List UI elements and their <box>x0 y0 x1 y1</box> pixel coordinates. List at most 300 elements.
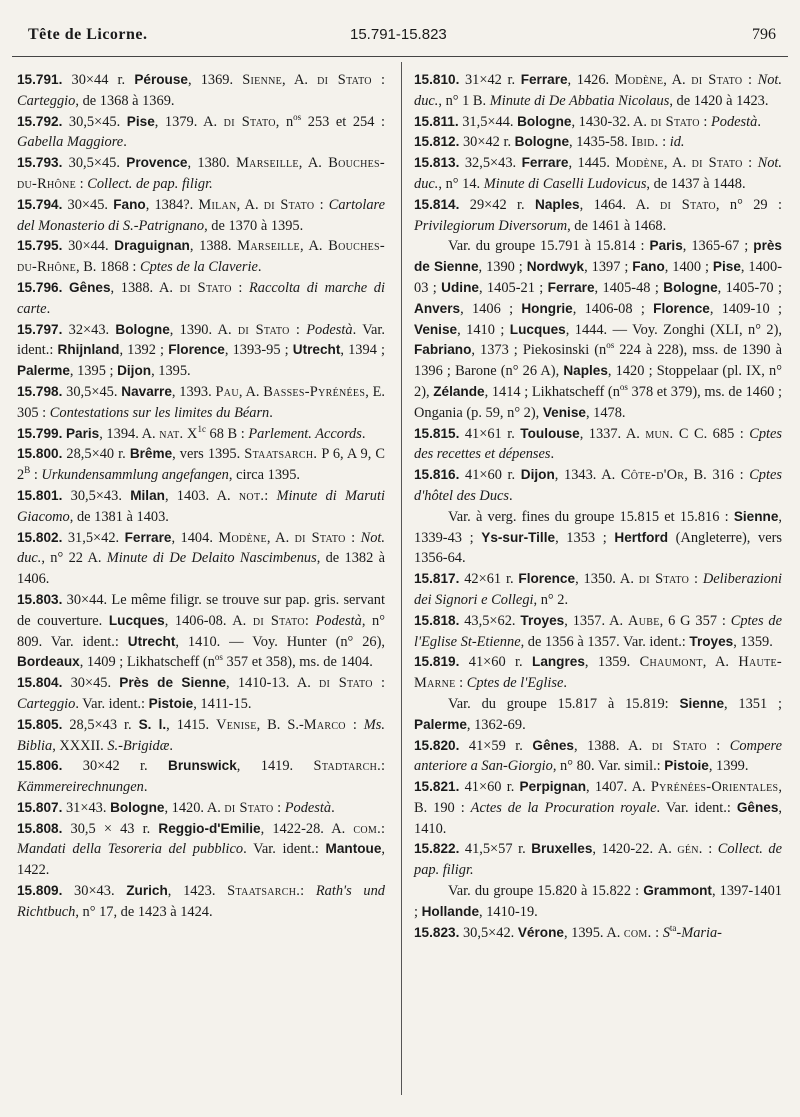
archive-name: nat. <box>159 425 184 442</box>
entry-text: , 1464. A. <box>579 196 660 213</box>
entry-number: 15.811. <box>414 113 459 129</box>
entry-text: . <box>361 425 366 442</box>
source-title: Cartolare del Monasterio di S.-Patrignano <box>17 196 385 234</box>
entry-text: , A. <box>663 72 692 88</box>
source-title: Deliberazioni dei Signori e Collegi <box>414 571 782 608</box>
source-title: Carteggio <box>17 695 76 712</box>
entry-number: 15.819. <box>414 654 460 670</box>
entry-number: 15.810. <box>414 72 460 87</box>
entry-text: , n° 80. Var. simil.: <box>552 758 665 775</box>
source-title: Actes de la Procuration royale <box>470 799 657 816</box>
entry-text: , 1410 ; <box>457 321 510 338</box>
archive-name: Marseille <box>237 238 300 255</box>
entry-text: , 1399. <box>708 758 749 775</box>
entry-text: , 1369. <box>187 72 243 88</box>
source-title: Podestà <box>710 113 758 130</box>
entry-text: 31,5×42. <box>62 529 125 546</box>
entry-text: , 1426. <box>567 72 615 88</box>
place-name: Navarre <box>121 383 172 399</box>
entry-number: 15.800. <box>17 446 63 462</box>
place-name: Florence <box>518 571 576 587</box>
source-title: Carteggio <box>17 92 76 109</box>
source-title: Minute di De Abbatia Nicolaus <box>489 92 670 109</box>
entry-text: , 1404. <box>171 529 219 546</box>
entry-text: , 1388. A. <box>573 737 652 754</box>
place-name: S. l. <box>138 716 167 732</box>
source-title: Podestà <box>306 321 353 338</box>
left-column <box>17 70 385 923</box>
entry-text: (Angleterre), vers 1356-64. <box>414 529 782 567</box>
place-name: Hollande <box>421 903 480 919</box>
entry-text: : <box>381 758 385 775</box>
entry-text: , de 1356 à 1357. Var. ident.: <box>520 633 690 650</box>
entry-text: , 1405-21 ; <box>478 279 548 296</box>
place-name: Ferrare <box>547 279 595 295</box>
place-name: Bologne <box>115 321 170 337</box>
place-name: Troyes <box>689 633 734 649</box>
place-name: Sienne <box>679 695 725 711</box>
place-name: Zurich <box>126 883 168 899</box>
entry-text: , B. 1868 : <box>76 259 140 276</box>
entry-text: , n° 17, de 1423 à 1424. <box>75 903 213 920</box>
place-name: Florence <box>168 342 225 358</box>
running-header <box>28 22 776 48</box>
place-name: près de Sienne <box>414 238 782 275</box>
entry-number: 15.823. <box>414 924 460 940</box>
catalog-entry <box>414 923 782 944</box>
entry-text: , A. <box>236 196 264 213</box>
place-name: Ferrare <box>520 72 568 87</box>
entry-text: , de 1382 à 1406. <box>17 550 385 588</box>
entry-text: 31×42 r. <box>459 72 521 88</box>
place-name: Reggio-d'Emilie <box>158 820 261 836</box>
catalog-entry <box>17 756 385 798</box>
catalog-entry <box>17 278 385 320</box>
source-title: Compere anteriore a San-Giorgio <box>414 737 782 775</box>
entry-text: : <box>702 841 718 858</box>
entry-text: , n <box>275 113 294 130</box>
source-title: Ms. Biblia <box>17 716 385 754</box>
catalog-entry <box>17 236 385 278</box>
place-name: Provence <box>126 155 188 171</box>
entry-text: , 1359. <box>584 654 640 671</box>
place-name: Bologne <box>110 799 165 815</box>
source-title: Parlement. Accords <box>248 425 362 442</box>
archive-name: Chaumont <box>639 654 703 671</box>
entry-text: : <box>30 467 42 484</box>
catalog-entry <box>414 112 782 133</box>
entry-text: , XXXII. <box>52 737 108 754</box>
catalog-entry <box>17 153 385 195</box>
archive-name: di Stato <box>659 196 716 213</box>
archive-name: Milan <box>198 196 237 213</box>
place-name: Paris <box>65 425 100 441</box>
entry-number: 15.793. <box>17 155 63 171</box>
place-name: Milan <box>130 487 165 503</box>
source-title: Rath's und Richtbuch <box>17 883 385 920</box>
entry-text: 30×43. <box>62 883 127 900</box>
entry-number: 15.818. <box>414 612 460 628</box>
entry-text: , 1395 ; <box>69 363 118 380</box>
catalog-entry <box>17 528 385 590</box>
place-name: Lucques <box>509 321 566 337</box>
right-column <box>414 70 782 943</box>
catalog-entry <box>17 382 385 424</box>
archive-name: Côte-d'Or <box>620 467 685 484</box>
entry-text: , n° 2. <box>533 591 569 608</box>
entry-text: , de 1370 à 1395. <box>204 217 304 234</box>
source-title: Cptes de l'Eglise <box>466 675 564 692</box>
source-title: Contestations sur les limites du Béarn <box>49 404 270 421</box>
entry-text: 30×44. Le même filigr. se trouve sur pap. gris. servant de couverture. <box>17 591 385 629</box>
place-name: Zélande <box>433 383 485 399</box>
entry-text: : <box>371 72 385 88</box>
archive-name: di Stato <box>223 113 276 130</box>
entry-text: , 1343. A. <box>554 467 621 484</box>
archive-name: Ibid. <box>631 134 659 151</box>
archive-name: Bouches-du-Rhône <box>17 155 385 192</box>
superscript: os <box>619 382 628 393</box>
place-name: Bologne <box>517 113 572 129</box>
entry-number: 15.802. <box>17 529 63 545</box>
entry-text: , de 1437 à 1448. <box>646 175 746 192</box>
entry-text: , n° 14. <box>438 175 484 192</box>
source-title: Cptes des recettes et dépenses <box>414 425 782 463</box>
entry-text: . <box>143 779 148 796</box>
catalog-entry <box>17 590 385 673</box>
entry-text: , 1410. <box>414 799 782 837</box>
entry-text: 30×42 r. <box>459 134 515 151</box>
entry-text: . <box>257 259 262 276</box>
place-name: Venise <box>542 404 586 420</box>
header-rule <box>12 56 788 57</box>
entry-text: 30×44 r. <box>62 72 135 88</box>
place-name: Grammont <box>643 883 712 899</box>
catalog-entry <box>17 112 385 154</box>
entry-text: , E. 305 : <box>17 383 385 421</box>
catalog-entry <box>17 881 385 923</box>
entry-range: 15.791-15.823 <box>350 26 447 43</box>
entry-text: 41×60 r. <box>459 779 520 796</box>
place-name: Gênes <box>736 799 779 815</box>
entry-text: 28,5×43 r. <box>62 716 139 733</box>
source-title: Collect. de pap. filigr. <box>414 841 782 879</box>
catalog-entry <box>414 777 782 839</box>
source-title: Collect. de pap. filigr. <box>87 175 213 192</box>
entry-text: , 1419. <box>236 758 314 775</box>
archive-name: Modène <box>614 72 664 88</box>
source-title: Podestà <box>284 799 332 816</box>
entry-number: 15.812. <box>414 134 460 150</box>
entry-text: . <box>269 404 273 421</box>
entry-text: 31×43. <box>62 799 111 816</box>
entry-text: : <box>314 196 329 213</box>
entry-text: 31,5×44. <box>458 113 518 130</box>
entry-number: 15.807. <box>17 799 63 815</box>
entry-number: 15.791. <box>17 72 63 87</box>
archive-name: di Stato <box>252 612 305 629</box>
entry-text: , 1409-10 ; <box>709 300 782 317</box>
catalog-entry <box>414 153 782 195</box>
entry-text: , n° 22 A. <box>41 550 107 567</box>
entry-text: 378 et 379), ms. de 1460 ; Ongania (p. 59, n° 2), <box>414 383 783 421</box>
archive-name: Pyrénées-Orientales <box>650 779 779 796</box>
entry-number: 15.792. <box>17 113 63 129</box>
archive-name: di Stato <box>237 321 290 338</box>
entry-text: , n° 809. Var. ident.: <box>17 612 385 650</box>
place-name: Utrecht <box>127 633 176 649</box>
archive-name: mun. <box>645 425 674 442</box>
entry-number: 15.822. <box>414 841 460 857</box>
place-name: Perpignan <box>519 779 586 795</box>
entry-text: , 1423. <box>167 883 228 900</box>
entry-text: , 1373 ; Piekosinski (n <box>471 342 607 359</box>
entry-text: , 1388. <box>189 238 238 255</box>
entry-text: , 1405-48 ; <box>594 279 664 296</box>
place-name: Pise <box>712 259 741 275</box>
entry-text: 30,5×45. <box>62 383 122 400</box>
place-name: Brunswick <box>168 758 237 774</box>
entry-number: 15.794. <box>17 196 63 212</box>
entry-text: - <box>676 924 682 941</box>
entry-text: , 1445. <box>568 155 616 172</box>
source-title: Cptes d'hôtel des Ducs <box>414 467 782 504</box>
entry-text: 32,5×43. <box>459 155 522 172</box>
entry-text: , 1430-32. A. <box>571 113 651 130</box>
place-name: Dijon <box>117 363 152 379</box>
entry-text: , 1351 ; <box>724 695 782 712</box>
entry-text: : <box>455 675 467 692</box>
entry-text: , n° 1 B. <box>438 92 490 109</box>
entry-text: 68 B : <box>205 425 249 442</box>
entry-text: 30,5×42. <box>459 924 518 941</box>
archive-name: di Stato <box>263 196 315 213</box>
entry-text: . Var. ident.: <box>243 841 326 858</box>
entry-text: , 1406-08. A. <box>164 612 253 629</box>
entry-number: 15.805. <box>17 716 63 732</box>
entry-text: , A. <box>266 529 295 546</box>
entry-text: : <box>699 113 711 130</box>
archive-name: di Stato <box>317 72 372 88</box>
source-title: Urkundensammlung angefangen <box>41 467 229 484</box>
entry-number: 15.821. <box>414 779 460 795</box>
entry-text: : <box>264 487 277 504</box>
entry-text: , 1435-58. <box>569 134 632 151</box>
place-name: Gênes <box>532 737 574 753</box>
source-title: Raccolta di marche di carte <box>17 279 386 317</box>
entry-text: . <box>757 113 761 130</box>
place-name: Draguignan <box>114 238 190 254</box>
place-name: Troyes <box>520 612 565 628</box>
superscript: os <box>293 111 302 122</box>
archive-name: di Stato <box>179 279 232 296</box>
archive-name: di Stato <box>651 737 707 754</box>
entry-text: , 1362-69. <box>466 716 526 733</box>
catalog-entry <box>414 70 782 112</box>
archive-name: di Stato <box>691 155 743 172</box>
entry-text: . Var. ident.: <box>656 799 737 816</box>
entry-number: 15.798. <box>17 383 63 399</box>
entry-text: , 1359. <box>733 633 773 650</box>
source-title: Not. duc. <box>414 155 783 192</box>
archive-name: Stadtarch. <box>313 758 381 775</box>
place-name: Bruxelles <box>531 841 593 857</box>
entry-text: , 1420-22. A. <box>592 841 678 858</box>
place-name: Hertford <box>614 529 669 545</box>
catalog-entry <box>414 132 782 153</box>
catalog-entry <box>414 465 782 507</box>
entry-text: : <box>706 737 730 754</box>
source-title: Minute di Maruti Giacomo <box>17 487 385 525</box>
entry-text: , 1410. — Voy. Hunter (n° 26), <box>175 633 385 650</box>
column-divider <box>401 62 402 1095</box>
entry-text: , 1409 ; Likhatscheff (n <box>79 654 215 671</box>
archive-name: di Stato <box>691 72 743 88</box>
place-name: Fano <box>113 196 146 212</box>
entry-text: : <box>658 134 670 151</box>
catalog-entry <box>17 798 385 819</box>
variant-note <box>414 507 782 569</box>
place-name: Pise <box>126 113 155 129</box>
place-name: Naples <box>535 196 580 212</box>
entry-text: , 1337. A. <box>579 425 646 442</box>
entry-number: 15.803. <box>17 591 63 607</box>
entry-text: , 1339-43 ; <box>414 508 782 546</box>
entry-text: 30×45. <box>62 675 120 692</box>
entry-text: , circa 1395. <box>228 467 300 484</box>
entry-text: , 1392 ; <box>119 342 169 359</box>
catalog-entry <box>17 715 385 757</box>
catalog-entry <box>414 569 782 611</box>
catalog-entry <box>17 320 385 382</box>
entry-text: : <box>273 799 285 816</box>
entry-text: : <box>651 924 663 941</box>
entry-number: 15.820. <box>414 737 460 753</box>
entry-text: , B. 316 : <box>684 467 750 484</box>
catalog-entry <box>17 70 385 112</box>
superscript: 1c <box>197 423 206 434</box>
entry-text: 253 et 254 : <box>301 113 386 130</box>
place-name: Bologne <box>514 134 570 150</box>
entry-text: . Var. ident.: <box>75 695 149 712</box>
entry-text: , 1393. <box>171 383 216 400</box>
place-name: Hongrie <box>521 300 573 316</box>
entry-text: , de 1420 à 1423. <box>669 92 769 109</box>
superscript: os <box>606 340 615 351</box>
place-name: Près de Sienne <box>119 675 227 691</box>
place-name: Utrecht <box>292 342 341 358</box>
entry-text: : <box>345 529 361 546</box>
entry-text <box>62 280 69 296</box>
archive-name: Staatsarch. <box>244 446 318 463</box>
entry-number: 15.797. <box>17 321 63 337</box>
entry-text: , B. S.- <box>256 716 304 733</box>
entry-text: , 1406-08 ; <box>572 300 654 317</box>
entry-text: , A. <box>702 654 739 671</box>
entry-number: 15.808. <box>17 820 63 836</box>
entry-text: , 1420. A. <box>164 799 225 816</box>
entry-text: : <box>304 612 316 629</box>
entry-text: , de 1368 à 1369. <box>75 92 175 109</box>
place-name: Brême <box>129 446 173 462</box>
place-name: Palerme <box>414 716 467 732</box>
place-name: Langres <box>532 654 585 670</box>
entry-text: , 1357. A. <box>564 612 629 629</box>
entry-text: 29×42 r. <box>459 196 536 213</box>
archive-name: Sienne <box>242 72 283 88</box>
entry-text: , 1395. A. <box>563 924 624 941</box>
entry-text: , A. <box>238 383 264 400</box>
entry-text: . <box>169 737 173 754</box>
archive-name: Pau <box>215 383 239 400</box>
entry-text: 30×42 r. <box>62 758 169 775</box>
archive-name: Bouches-du-Rhône <box>17 238 385 276</box>
source-title: Cptes de la Claverie <box>139 259 258 276</box>
entry-text: , 1397-1401 ; <box>414 883 782 920</box>
entry-text: 41×61 r. <box>459 425 521 442</box>
entry-number: 15.813. <box>414 155 460 171</box>
archive-name: Basses-Pyrénées <box>263 383 366 400</box>
source-title: Maria- <box>681 924 722 941</box>
entry-text: , 1410-13. A. <box>226 675 320 692</box>
entry-text: , 1414 ; Likhatscheff (n <box>484 383 620 400</box>
place-name: Fano <box>632 259 665 275</box>
place-name: Dijon <box>520 467 555 483</box>
place-name: Florence <box>653 300 710 316</box>
entry-text: , 1400 ; <box>664 259 713 276</box>
entry-text: , 1388. A. <box>110 279 180 296</box>
entry-text: , 6 G 357 : <box>659 612 731 629</box>
entry-number: 15.796. <box>17 279 63 295</box>
archive-name: di Stato <box>224 799 274 816</box>
place-name: Naples <box>563 363 608 379</box>
place-name: Ferrare <box>521 155 569 171</box>
entry-text: 30,5 × 43 r. <box>62 820 159 837</box>
archive-name: di Stato <box>319 675 373 692</box>
entry-text: , 1394. A. <box>99 425 160 442</box>
source-title: Not. duc. <box>17 529 386 567</box>
entry-text: : <box>289 321 307 338</box>
entry-text: , 1411-15. <box>193 695 252 712</box>
entry-text: C C. 685 : <box>673 425 750 442</box>
entry-text: , vers 1395. <box>172 446 245 463</box>
entry-text: 30,5×45. <box>62 113 127 130</box>
entry-number: 15.815. <box>414 425 460 441</box>
source-title: Not. duc. <box>414 72 782 109</box>
entry-text: : <box>231 279 249 296</box>
entry-text: , 1403. A. <box>164 487 239 504</box>
entry-text: 41,5×57 r. <box>459 841 532 858</box>
entry-text: . <box>550 446 555 463</box>
entry-text: , 1422. <box>17 841 386 879</box>
source-title: Kämmereirechnungen <box>17 779 144 796</box>
place-name: Palerme <box>17 363 70 379</box>
entry-text: , 1415. <box>166 716 217 733</box>
place-name: Pistoie <box>664 758 709 774</box>
source-title: S <box>662 924 670 941</box>
entry-text: Var. du groupe 15.820 à 15.822 : <box>448 883 644 900</box>
entry-text: , A. <box>663 155 692 172</box>
source-title: Privilegiorum Diversorum <box>414 217 568 234</box>
running-title: Tête de Licorne. <box>28 26 148 43</box>
archive-name: Aube <box>628 612 660 629</box>
entry-number: 15.814. <box>414 196 460 212</box>
source-title: Mandati della Tesoreria del pubblico <box>17 841 244 858</box>
place-name: Anvers <box>414 300 461 316</box>
entry-text: , A. <box>282 72 318 88</box>
place-name: Paris <box>649 238 683 254</box>
archive-name: Venise <box>216 716 257 733</box>
